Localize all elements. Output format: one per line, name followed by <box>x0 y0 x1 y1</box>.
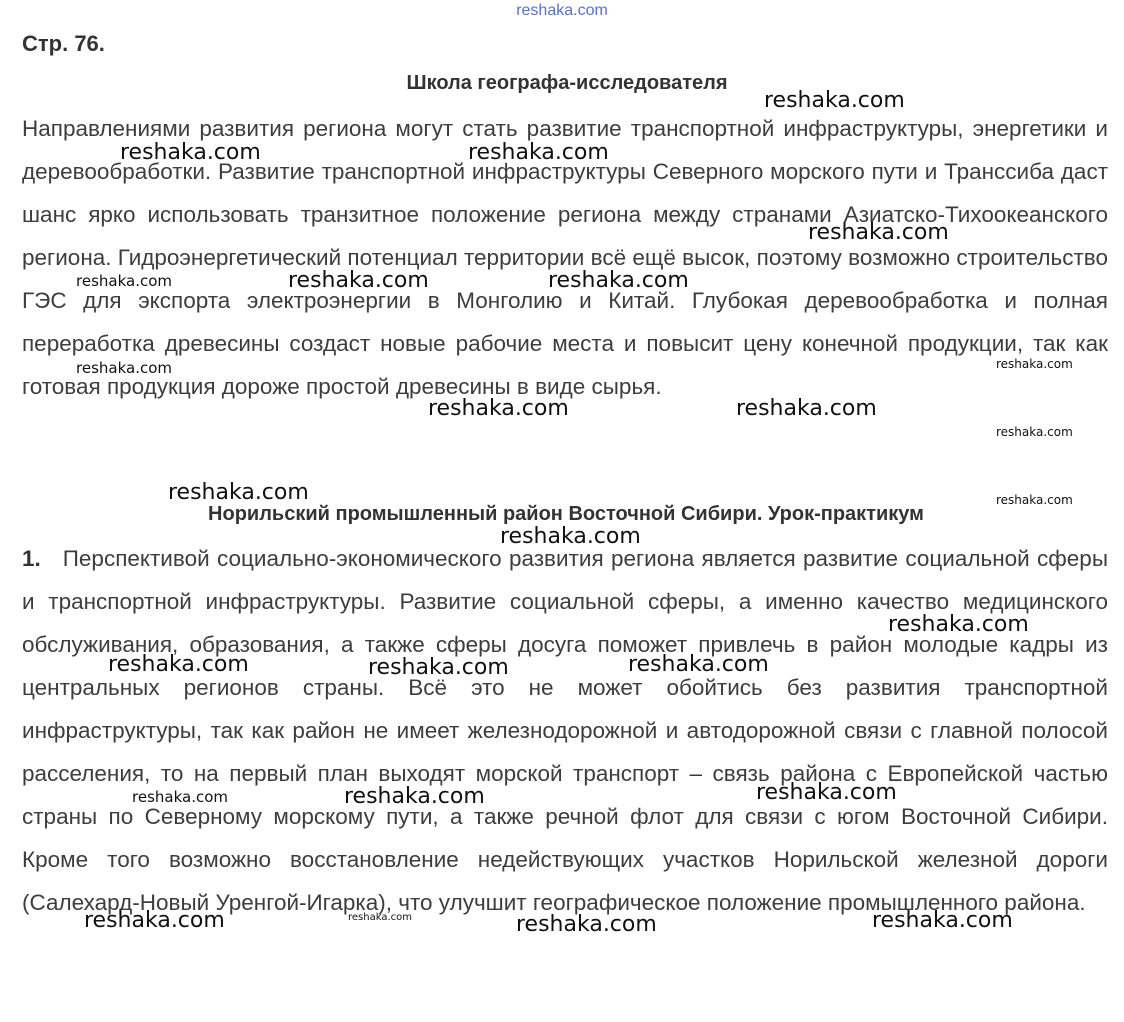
watermark: reshaka.com <box>808 220 949 245</box>
watermark: reshaka.com <box>996 357 1073 371</box>
watermark: reshaka.com <box>168 480 309 505</box>
watermark: reshaka.com <box>120 140 261 165</box>
section-paragraph-norilsk <box>22 537 1108 924</box>
watermark: reshaka.com <box>108 652 249 677</box>
watermark: reshaka.com <box>344 784 485 809</box>
watermark: reshaka.com <box>548 268 689 293</box>
watermark: reshaka.com <box>756 780 897 805</box>
watermark: reshaka.com <box>468 140 609 165</box>
watermark: reshaka.com <box>872 908 1013 933</box>
section-paragraph-development: Направлениями развития региона могут стать развитие транспортной инфраструктуры, энергетики и деревообработки. Развитие транспортной инфраструктуры Северного морского пути и Транссиба даст шанс ярко использовать транзитное положение региона между странами Азиатско-Тихоокеанского региона. Гидроэнергетический потенциал территории всё ещё высок, поэтому возможно строительство ГЭС для экспорта электроэнергии в Монголию и Китай. Глубокая деревообработка и полная переработка древесины создаст новые рабочие места и повысит цену конечной продукции, так как готовая продукция дороже простой древесины в виде сырья. <box>22 116 1108 399</box>
watermark: reshaka.com <box>76 272 172 290</box>
watermark: reshaka.com <box>288 268 429 293</box>
watermark: reshaka.com <box>736 396 877 421</box>
watermark: reshaka.com <box>764 88 905 113</box>
watermark: reshaka.com <box>516 912 657 937</box>
watermark: reshaka.com <box>348 912 412 923</box>
watermark: reshaka.com <box>996 425 1073 439</box>
watermark: reshaka.com <box>132 788 228 806</box>
watermark: reshaka.com <box>368 655 509 680</box>
watermark: reshaka.com <box>628 652 769 677</box>
watermark: reshaka.com <box>888 612 1029 637</box>
section-title-geographer-school: Школа географа-исследователя <box>406 72 728 94</box>
watermark: reshaka.com <box>84 908 225 933</box>
top-watermark[interactable]: reshaka.com <box>516 2 608 19</box>
page-number: Стр. 76. <box>22 31 105 56</box>
watermark: reshaka.com <box>500 524 641 549</box>
item-number: 1. <box>22 546 41 571</box>
watermark: reshaka.com <box>996 493 1073 507</box>
watermark: reshaka.com <box>428 396 569 421</box>
watermark: reshaka.com <box>76 359 172 377</box>
item-text: Перспективой социально-экономического развития региона является развитие социальной сферы и транспортной инфраструктуры. Развитие социальной сферы, а именно качество медицинского обслуживания, образования, а также сферы досуга поможет привлечь в район молодые кадры из центральных регионов страны. Всё это не может обойтись без развития транспортной инфраструктуры, так как район не имеет железнодорожной и автодорожной связи с главной полосой расселения, то на первый план выходят морской транспорт – связь района с Европейской частью страны по Северному морскому пути, а также речной флот для связи с югом Восточной Сибири. Кроме того возможно восстановление недействующих участков Норильской железной дороги (Салехард-Новый Уренгой-Игарка), что улучшит географическое положение промышленного района. <box>22 546 1108 915</box>
section-title-norilsk: Норильский промышленный район Восточной Сибири. Урок-практикум <box>208 503 924 525</box>
